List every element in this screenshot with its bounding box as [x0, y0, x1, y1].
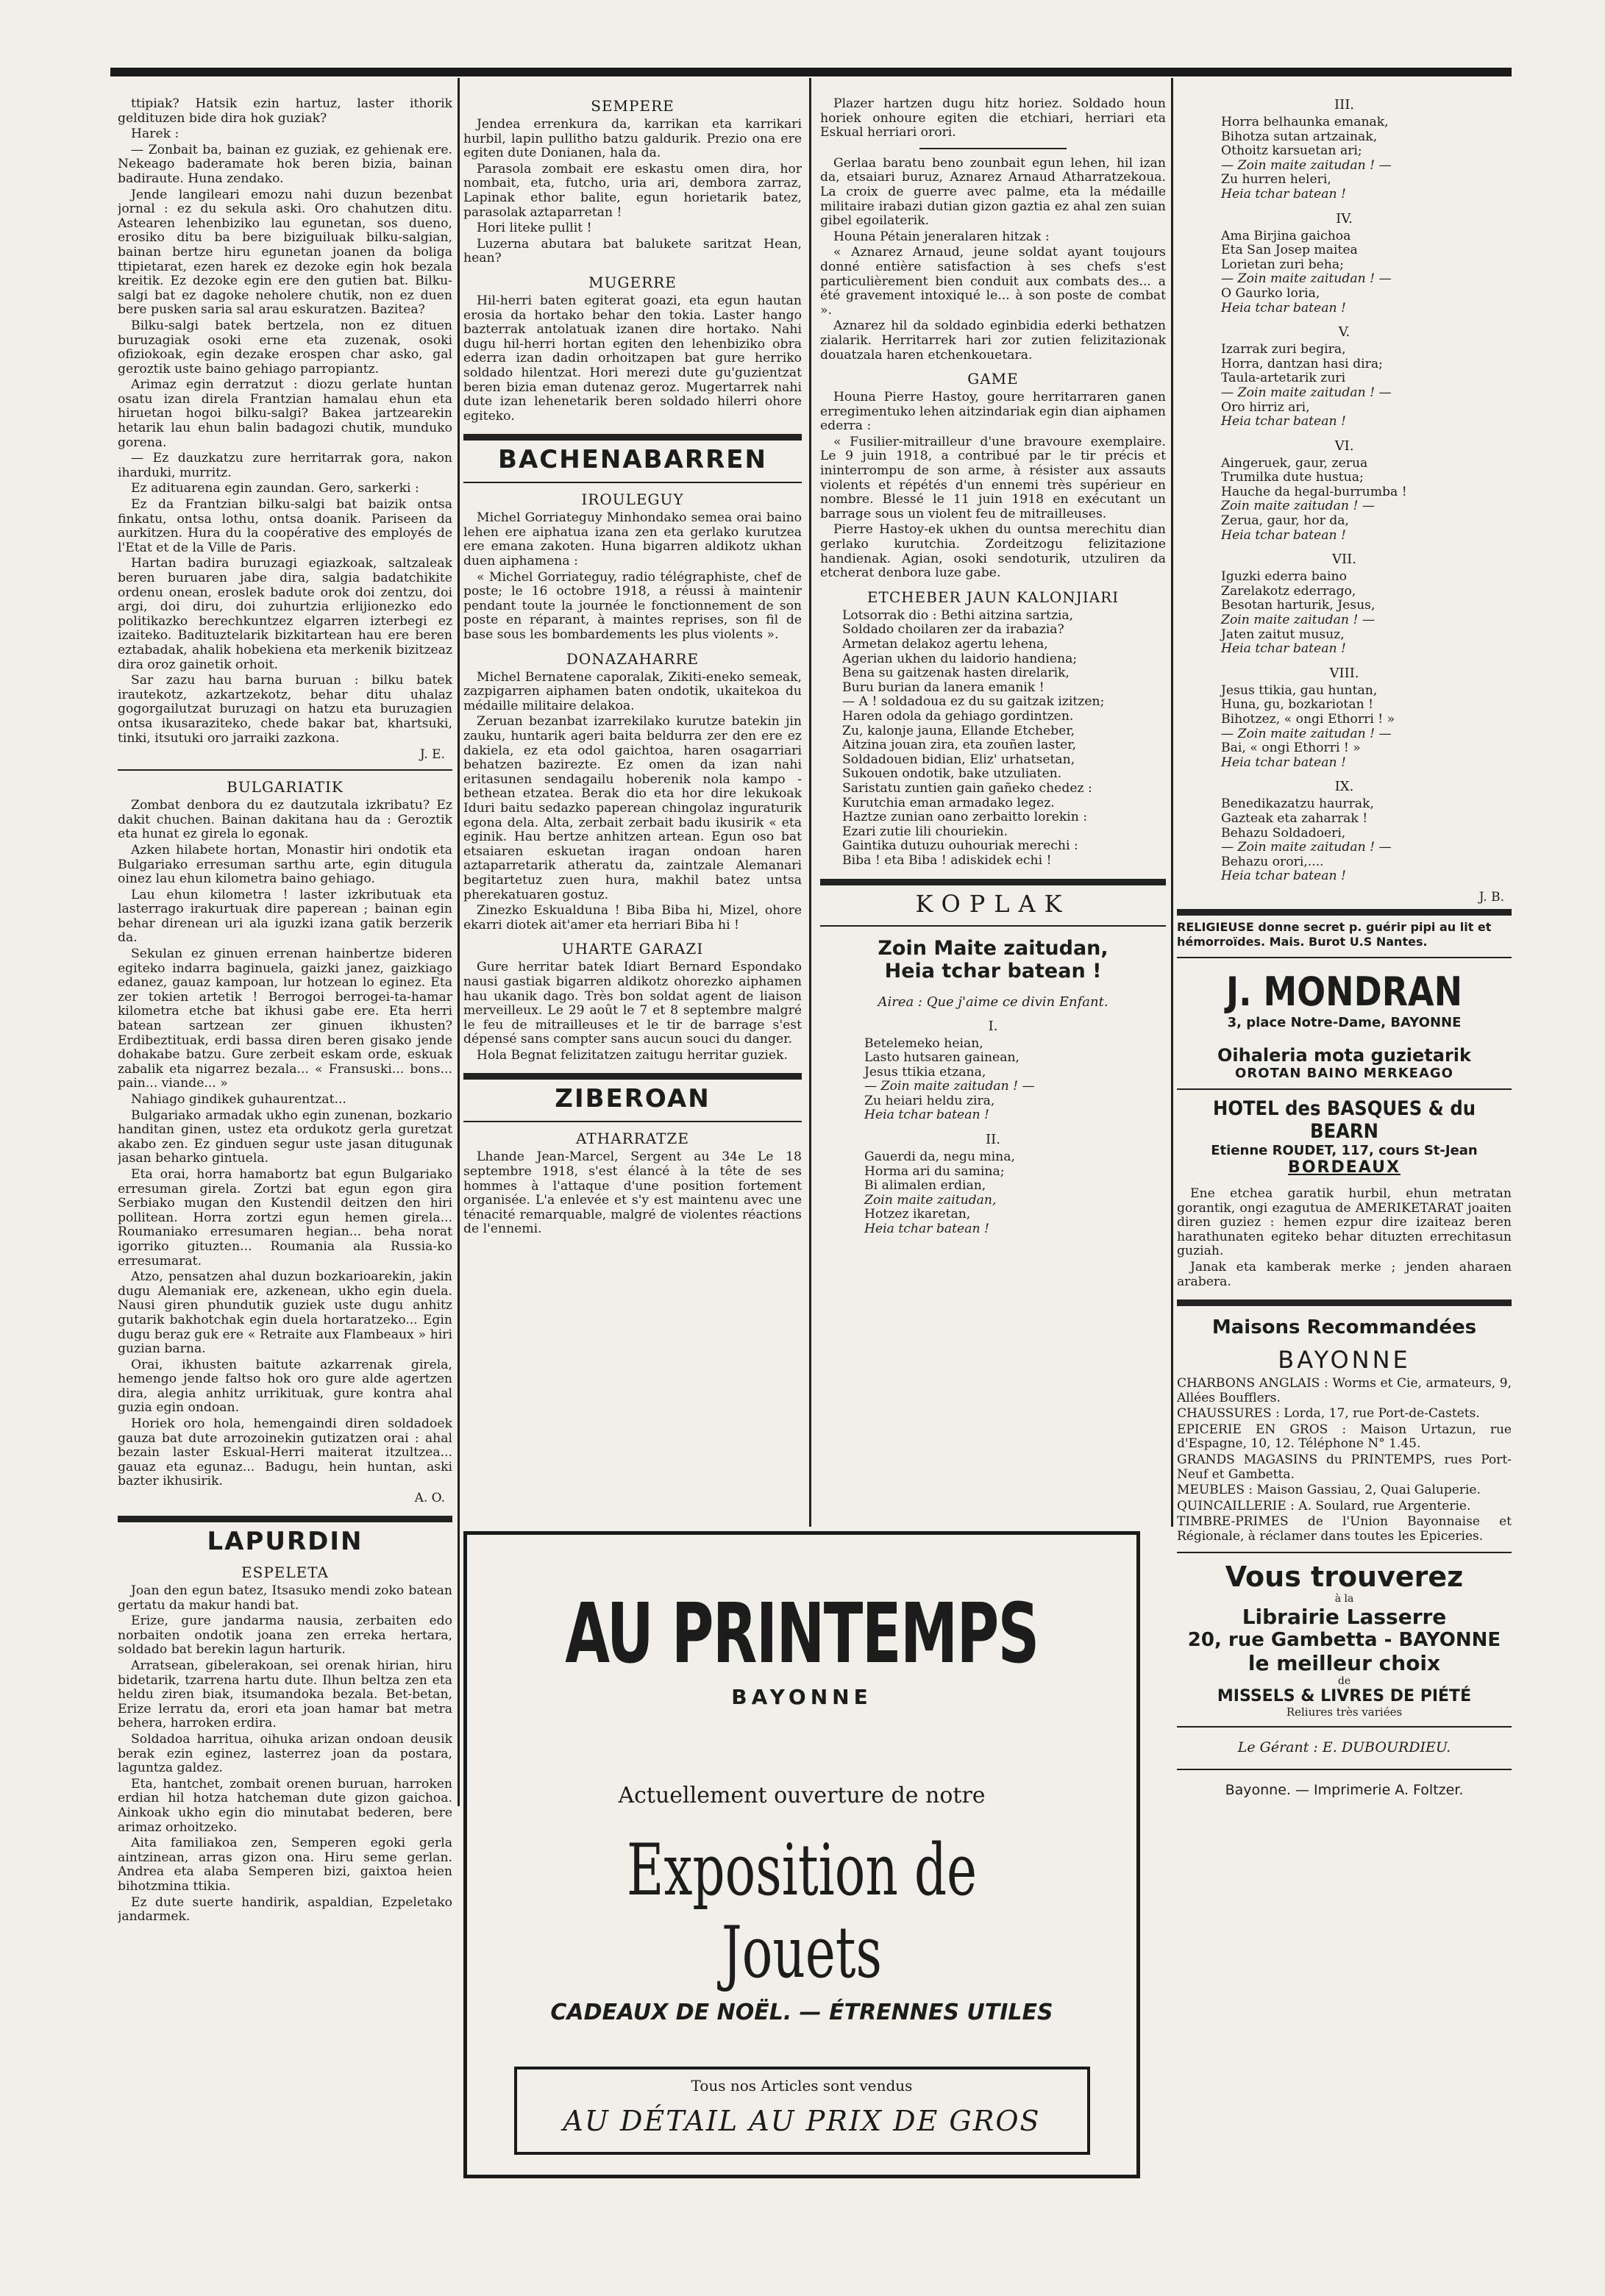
- paragraph: Hil-herri baten egiterat goazi, eta egun hautan erosia da hortako behar den tokia. Laster hango bazterrak antolatuak izanen dire hortako. Nahi dugu hil-herri hortan egiten den lehenbiziko obra ederra izan dadin orhoitzapen bat gure herriko soldado hilentzat. Hori merezi dute gu'guzientzat beren bizia eman dutenaz geroz. Mugertarrek nahi dute izan lehenetarik beren soldado hilerri ohore egiteko.: [463, 293, 802, 424]
- poem-line: Zu heiari heldu zira,: [864, 1093, 995, 1108]
- poem-line: Zu, kalonje jauna, Ellande Etcheber,: [842, 723, 1075, 738]
- verse-number: V.: [1338, 324, 1350, 341]
- poem-line: Taula-artetarik zuri: [1221, 371, 1346, 386]
- poem-line: Zoin maite zaitudan ! —: [1221, 499, 1376, 514]
- verse-number: VIII.: [1329, 665, 1359, 681]
- poem-line: Gaintika dutuzu ouhouriak merechi :: [842, 838, 1078, 854]
- koplak-title: KOPLAK: [915, 889, 1071, 918]
- verse-number: IX.: [1334, 779, 1354, 795]
- poem-line: Ezari zutie lili chouriekin.: [842, 824, 1008, 839]
- poem-line: Huna, gu, bozkariotan !: [1221, 697, 1374, 713]
- vous-line-2: à la: [1334, 1592, 1354, 1605]
- paragraph: Hori liteke pullit !: [477, 221, 592, 236]
- poem-line: Soldadouen bidian, Eliz' urhatsetan,: [842, 752, 1075, 767]
- hotel-address: Etienne ROUDET, 117, cours St-Jean: [1211, 1142, 1478, 1158]
- mondran-name: J. MONDRAN: [1225, 968, 1462, 1015]
- paragraph: Bilku-salgi batek bertzela, non ez dituen buruzagiak osoki erne eta zuzenak, osoki ofiziokoak, egin dezake erospen char asko, gal geroztik uste baino gehiago parropiantz.: [118, 318, 452, 377]
- maison-entry: MEUBLES : Maison Gassiau, 2, Quai Galuperie.: [1177, 1483, 1481, 1498]
- paragraph: Ez da Frantzian bilku-salgi bat baizik ontsa finkatu, ontsa lothu, ontsa doanik. Pariseen da aurkitzen. Hura du la coopérative des employés de l'Etat et de la Ville de Paris.: [118, 497, 452, 555]
- section-rule: [463, 1073, 802, 1080]
- paragraph: Lhande Jean-Marcel, Sergent au 34e Le 18 septembre 1918, s'est élancé à la tête de ses hommes à l'attaque d'une position fortement organisée. L'a enlevée et s'y est maintenu avec une ténacité remarquable, malgré de violentes réactions de l'ennemi.: [463, 1149, 802, 1237]
- hotel-name: HOTEL des BASQUES & du BEARN: [1212, 1097, 1476, 1143]
- newspaper-page: [110, 68, 1512, 2245]
- paragraph: Aita familiakoa zen, Semperen egoki gerla aintzinean, arras gizon ona. Hiru seme gerlan. Andrea eta alaba Semperen bizi, gaixtoa heien bihotzmina ttikia.: [118, 1836, 452, 1894]
- verse-number: III.: [1334, 97, 1355, 113]
- poem-line: Othoitz karsuetan ari;: [1221, 143, 1362, 159]
- poem-line: Buru burian da lanera emanik !: [842, 680, 1045, 695]
- poem-line: — Zoin maite zaitudan ! —: [1221, 271, 1392, 287]
- poem-line: Agerian ukhen du laidorio handiena;: [842, 651, 1078, 666]
- poem-line: Jesus ttikia, gau huntan,: [1221, 682, 1378, 698]
- col3-intro: [820, 97, 1166, 140]
- paragraph: Hola Begnat felizitatzen zaitugu herritar guziek.: [477, 1047, 788, 1063]
- paragraph: « Michel Gorriateguy, radio télégraphiste, chef de poste; le 16 octobre 1918, a réussi à maintenir pendant toute la journée le fonctionnement de son poste en réparant, à maintes reprises, son fil de base sous les bombardements les plus violents ».: [463, 569, 802, 643]
- poem-line: Zoin maite zaitudan,: [864, 1192, 997, 1208]
- advert-cadeaux: CADEAUX DE NOËL. — ÉTRENNES UTILES: [550, 2000, 1053, 2025]
- paragraph: « Aznarez Arnaud, jeune soldat ayant toujours donné entière satisfaction à ses chefs s'est particulièrement bien conduit aux combats des... a été gravement intoxiqué le... à son poste de combat ».: [820, 245, 1166, 318]
- sempere-title: SEMPERE: [591, 97, 675, 115]
- section-rule: [820, 879, 1166, 885]
- verse-3: [1221, 115, 1512, 202]
- poem-line: Iguzki ederra baino: [1221, 569, 1347, 585]
- verse-number: VII.: [1332, 552, 1356, 568]
- paragraph: Jende langileari emozu nahi duzun bezenbat jornal : ez du sekula aski. Oro chahutzen ditu. Astearen lehenbiziko lau egunetan, sos dueno, erosiko ditu ba bere biziguiluak bilku-salgian, bainan bertze hiru egunetan joanen da boliga ttipietarat, ezen harek ez dezoke egin hok bezala kreitik. Ez dezoke egin ere den gutien bat. Bilku-salgi bat ez dagoke neholere chutik, non ez duen bere pusken saria sal arau eskuratzen. Bazitea?: [118, 187, 452, 318]
- column-divider: [1171, 78, 1173, 1527]
- poem-line: — Zoin maite zaitudan ! —: [864, 1079, 1035, 1094]
- paragraph: Arratsean, gibelerakoan, sei orenak hirian, hiru bidetarik, tzarrena hartu dute. Ilhun beltza zen eta heldu ziren biak, itsumandoka bezala. Bet-betan, Erize lerratu da, erori eta joan hamar bat metra behera, harroken erdira.: [118, 1658, 452, 1731]
- verse-8: [1221, 684, 1512, 771]
- poem-line: Kurutchia eman armadako legez.: [842, 795, 1055, 810]
- column-4: [1177, 97, 1512, 1798]
- vous-trouverez: Vous trouverez: [1225, 1560, 1464, 1593]
- bachenabarren-title: BACHENABARREN: [498, 445, 767, 475]
- poem-line: Bi alimalen erdian,: [864, 1178, 986, 1194]
- section-rule: [463, 1121, 802, 1122]
- paragraph: Orai, ikhusten baitute azkarrenak girela, hemengo jende faltso hok oro gure alde agertzen dira, alegia anhitz urrikituak, gure kontra ahal guzia egin ondoan.: [118, 1357, 452, 1416]
- section-rule: [1177, 909, 1512, 916]
- paragraph: Soldadoa harritua, oihuka arizan ondoan deusik berak ezin eginez, lasterrez joan da postara, laguntza galdez.: [118, 1731, 452, 1776]
- section-rule: [820, 925, 1166, 927]
- section-rule: [1177, 1726, 1512, 1728]
- paragraph: Luzerna abutara bat balukete saritzat Hean, hean?: [463, 236, 802, 266]
- verse-1: [864, 1037, 1166, 1124]
- paragraph: Ez dute suerte handirik, aspaldian, Ezpeletako jandarmek.: [118, 1894, 452, 1925]
- etcheber-title: ETCHEBER JAUN KALONJIARI: [866, 588, 1120, 606]
- maison-entry: CHAUSSURES : Lorda, 17, rue Port-de-Castets.: [1177, 1406, 1480, 1422]
- poem-line: Lotsorrak dio : Bethi aitzina sartzia,: [842, 607, 1074, 623]
- poem-line: Lorietan zuri beha;: [1221, 257, 1344, 272]
- maisons-list: [1177, 1377, 1512, 1544]
- imprimerie: Bayonne. — Imprimerie A. Foltzer.: [1225, 1781, 1464, 1798]
- poem-line: Trumilka dute hustua;: [1221, 470, 1364, 485]
- intro-signature: J. E.: [419, 747, 445, 763]
- poem-line: O Gaurko loria,: [1221, 285, 1320, 301]
- poem-line: Hauche da hegal-burrumba !: [1221, 484, 1407, 499]
- advert-city: BAYONNE: [731, 1685, 872, 1709]
- paragraph: Eta orai, horra hamabortz bat egun Bulgariako erresuman girela. Zortzi bat egun egon gira Serbiako mugan den Kustendil deitzen den hiri pollitean. Horra zortzi egun hemen girela... Roumaniako erresumaren hegian... beha norat igorriko gituzten... Roumania ala Russia-ko erresumarat.: [118, 1166, 452, 1269]
- hotel-city: BORDEAUX: [1288, 1158, 1401, 1177]
- section-rule: [118, 1516, 452, 1522]
- etcheber-poem: [842, 609, 1166, 869]
- poem-line: Biba ! eta Biba ! adiskidek echi !: [842, 852, 1052, 868]
- poem-line: Hotzez ikaretan,: [864, 1207, 971, 1222]
- paragraph: Hartan badira buruzagi egiazkoak, saltzaleak beren buruaren jabe dira, salgia badatchikite ordenu onean, eroslek badute orok doi zentzu, doi argi, doi diru, doi zuhurtzia erlijionezko edo politikazko berechkuntzez elgarren izterbegi ez izaiteko. Badituztelarik bizkitartean hau ere beren eztabadak, ahalik hobekiena eta merkenik bizitzeaz dira oroz gainetik orhoit.: [118, 556, 452, 672]
- poem-line: Horra belhaunka emanak,: [1221, 115, 1389, 129]
- poem-line: Lasto hutsaren gainean,: [864, 1050, 1020, 1066]
- section-rule: [1177, 957, 1512, 958]
- poem-line: Zarelakotz ederrago,: [1221, 583, 1356, 599]
- maisons-city: BAYONNE: [1278, 1346, 1411, 1375]
- poem-line: Bihotza sutan artzainak,: [1221, 129, 1378, 144]
- paragraph: Aznarez hil da soldado eginbidia ederki bethatzen zialarik. Herritarrek hari zor zutien felizitazionak douatzala haren etchenkouetara.: [820, 318, 1166, 363]
- paragraph: Michel Gorriateguy Minhondako semea orai baino lehen ere aiphatua izana zen eta gerlako kurutzea ere emana zakoten. Huna bigarren aldikotz ukhan duen aiphamena :: [463, 510, 802, 569]
- poem-line: Ama Birjina gaichoa: [1221, 228, 1351, 243]
- mondran-address: 3, place Notre-Dame, BAYONNE: [1227, 1014, 1462, 1030]
- poem-line: Zu hurren heleri,: [1221, 172, 1331, 188]
- mondran-line-1: Oihaleria mota guzietarik: [1217, 1044, 1471, 1066]
- poem-line: Benedikazatzu haurrak,: [1221, 796, 1374, 812]
- donazaharre-title: DONAZAHARRE: [566, 649, 700, 668]
- paragraph: Azken hilabete hortan, Monastir hiri ondotik eta Bulgariako erresuman sarthu arte, egin ditugula oinez lau ehun kilometra baino gehiago.: [118, 842, 452, 887]
- paragraph: Atzo, pensatzen ahal duzun bozkarioarekin, jakin dugu Alemaniak ere, azkenean, ukho egin duela. Nausi giren phundutik guziek uste dugu anhitz gutarik bakhotchak egin duela hortaratzeko... Egin dugu beraz guk ere « Retraite aux Flambeaux » hiri guzian barna.: [118, 1269, 452, 1357]
- librairie-name: Librairie Lasserre: [1242, 1604, 1447, 1629]
- au-printemps-advert: [463, 1531, 1140, 2178]
- section-rule: [463, 482, 802, 483]
- librairie-reliures: Reliures très variées: [1286, 1705, 1403, 1719]
- poem-line: Bihotzez, « ongi Ethorri ! »: [1221, 712, 1395, 727]
- maison-entry: CHARBONS ANGLAIS : Worms et Cie, armateurs, 9, Allées Boufflers.: [1177, 1376, 1512, 1405]
- poem-line: — Zoin maite zaitudan ! —: [1221, 840, 1392, 855]
- poem-line: Aingeruek, gaur, zerua: [1221, 455, 1368, 471]
- paragraph: Michel Bernatene caporalak, Zikiti-eneko semeak, zazpigarren aiphamen baten ondotik, ukaitekoa du médaille militaire delakoa.: [463, 669, 802, 713]
- poem-line: Soldado choilaren zer da irabazia?: [842, 622, 1064, 638]
- ziberoan-title: ZIBEROAN: [555, 1084, 711, 1114]
- poem-line: Heia tchar batean !: [1221, 527, 1346, 543]
- paragraph: Eta, hantchet, zombait orenen buruan, harroken erdian hil hotza hatcheman dute gizon gaichoa. Ainkoak ukho egin dio minutabat bederen, bere arimaz orhoitzeko.: [118, 1776, 452, 1835]
- koplak-subtitle-1: Zoin Maite zaitudan,: [878, 936, 1108, 960]
- paragraph: Bulgariako armadak ukho egin zunenan, bozkario handitan ginen, ustez eta ordukotz gerla guretzat akabo zen. Ez ginduen segur uste jasan ditugunak jasan beharko gintuela.: [118, 1108, 452, 1166]
- poem-line: Horra, dantzan hasi dira;: [1221, 356, 1383, 371]
- atharratze-title: ATHARRATZE: [576, 1130, 689, 1148]
- paragraph: ttipiak? Hatsik ezin hartuz, laster ithorik geldituzen bide dira hok guziak?: [118, 97, 452, 126]
- paragraph: Zeruan bezanbat izarrekilako kurutze batekin jin zauku, huntarik ageri baita beldurra zer den ere ez dakiela, ez eta odol gaichtoa, haren osagarriari behatzen bazirezte. Ez omen da izan nahi eritasunen sendagailu hoberenik nola kampo -bethean etzatea. Berak dio eta hor dire lekukoak Iduri baitu sedazko paperean chingolaz inguraturik egona dela. Alta, zerbait zerbait badu ikusirik « eta eginik. Hau bertze anhitzen artean. Egun oso bat etsaiaren eskuetan iragan ondoan haren aztaparretarik atheratu da, zaintzale Alemanari begitartetuz zuen hura, makhil batez untsa pherekatuaren gostuz.: [463, 714, 802, 902]
- hotel-body-2: Janak eta kamberak merke ; jenden aharaen arabera.: [1177, 1259, 1512, 1289]
- poem-line: Gazteak eta zaharrak !: [1221, 810, 1368, 826]
- advert-exposition: Exposition de Jouets: [626, 1829, 978, 1994]
- column-2: [463, 97, 802, 1238]
- poem-line: Haztze zunian oano zerbaitto lorekin :: [842, 810, 1088, 825]
- atharratze-article: [463, 1150, 802, 1237]
- poem-line: Aitzina jouan zira, eta zouñen laster,: [842, 738, 1077, 753]
- paragraph: Houna Pierre Hastoy, goure herritarraren ganen erregimentuko lehen aitzindariak egin dian aiphamen ederra :: [820, 390, 1166, 434]
- poem-line: Heia tchar batean !: [1221, 641, 1346, 657]
- poem-line: Besotan harturik, Jesus,: [1221, 598, 1376, 613]
- mugerre-title: MUGERRE: [588, 273, 677, 291]
- paragraph: Harek :: [131, 126, 179, 142]
- mondran-line-2: OROTAN BAINO MERKEAGO: [1235, 1065, 1453, 1081]
- paragraph: Zinezko Eskualduna ! Biba Biba hi, Mizel, ohore ekarri diotek ait'amer eta herriari Biba hi !: [463, 903, 802, 933]
- hotel-body: Ene etchea garatik hurbil, ehun metratan gorantik, ongi ezagutua de AMERIKETARAT joaiten diren guziez : hemen ezpur dire izaiteaz beren harathunaten egiteko behar dituzten errechitasun guziah.: [1177, 1186, 1512, 1259]
- poem-line: Bena su gaitzenak hasten direlarik,: [842, 666, 1070, 681]
- poem-line: Bai, « ongi Ethorri ! »: [1221, 741, 1361, 756]
- maison-entry: EPICERIE EN GROS : Maison Urtazun, rue d'Espagne, 10, 12. Téléphone N° 1.45.: [1177, 1422, 1512, 1452]
- paragraph: Lau ehun kilometra ! laster izkributuak eta lasterrago irakurtuak dire paperean ; bainan egin behar direnean uri ala iguzki izana gatik berzerik da.: [118, 887, 452, 946]
- poem-line: Jaten zaitut musuz,: [1221, 627, 1345, 642]
- poem-signature: J. B.: [1478, 889, 1504, 905]
- vous-line-6: de: [1337, 1675, 1351, 1687]
- column-divider: [809, 78, 811, 1527]
- advert-price-box: [514, 2067, 1090, 2155]
- espeleta-title: ESPELETA: [241, 1564, 329, 1582]
- koplak-subtitle-2: Heia tchar batean !: [884, 959, 1102, 983]
- paragraph: Gure herritar batek Idiart Bernard Espondako nausi gastiak bigarren aldikotz ohorezko aiphamen hau ukanik dago. Très bon soldat agent de liaison merveilleux. Le 29 août le 7 et 8 septembre malgré le feu de mitrailleuses et le tir de barrage s'est dépensé sans compter sans aucun souci du danger.: [463, 960, 802, 1047]
- verse-6: [1221, 457, 1512, 543]
- paragraph: Horiek oro hola, hemengaindi diren soldadoek gauza bat dute arrozoinekin gutizatzen orai : ahal bezain laster Eskual-Herri maiterat itzultzea... gauaz eta egunaz... Badugu, hein huntan, aski bazter ikhusirik.: [118, 1416, 452, 1489]
- poem-line: — Zoin maite zaitudan ! —: [1221, 157, 1392, 173]
- paragraph: Sekulan ez ginuen errenan hainbertze bideren egiteko indarra baginuela, gaizki janez, gaizkiago edanez, gauaz kampoan, lur hotzean lo eginez. Eta zer tokien artetik ! Berrogoi berrogei-ta-hamar kilometra etche bat ikhusi gabe ere. Eta herri batean sartzean zer ginuen ikhusten? Erdibeztituak, erdi bassa diren beren gisako jende dohakabe batzu. Gure zerbeit eskam orde, eskuak zabalik eta nigarrez bezala... « Fransuski... bons... pain... viande... »: [118, 946, 452, 1091]
- bulgariatik-signature: A. O.: [414, 1491, 445, 1506]
- section-rule: [1177, 1769, 1512, 1770]
- gerlaa-article: [820, 157, 1166, 363]
- advert-title: AU PRINTEMPS: [565, 1586, 1039, 1682]
- poem-line: Heia tchar batean !: [864, 1108, 989, 1123]
- librairie-choix: le meilleur choix: [1248, 1650, 1441, 1675]
- verse-number: VI.: [1334, 438, 1354, 454]
- top-rule: [110, 68, 1512, 76]
- verse-4: [1221, 229, 1512, 316]
- column-3: [820, 97, 1166, 1243]
- paragraph: Arimaz egin derratzut : diozu gerlate huntan osatu izan direla Frantzian hamalau ehun eta hiruetan hogoi bilku-salgi? Bakea jartzearekin hetarik lau ehun balin badagozi chutik, munduko gorena.: [118, 377, 452, 450]
- uharte-title: UHARTE GARAZI: [561, 940, 704, 958]
- paragraph: Ez adituarena egin zaundan. Gero, sarkerki :: [131, 481, 419, 496]
- verse-9: [1221, 797, 1512, 884]
- gerant: Le Gérant : E. DUBOURDIEU.: [1237, 1739, 1451, 1755]
- section-rule: [463, 434, 802, 441]
- paragraph: — Zonbait ba, bainan ez guziak, ez gehienak ere. Nekeago baderamate hok beren bizia, bainan badiraute. Huna zendako.: [118, 142, 452, 186]
- section-rule: [919, 148, 1067, 149]
- advert-box-line-2: AU DÉTAIL AU PRIX DE GROS: [563, 2105, 1041, 2137]
- poem-line: Horma ari du samina;: [864, 1163, 1005, 1179]
- verse-number: II.: [986, 1132, 1000, 1148]
- poem-line: Izarrak zuri begira,: [1221, 342, 1346, 357]
- irouleguy-title: IROULEGUY: [581, 491, 684, 509]
- poem-line: Behazu orori,....: [1221, 854, 1324, 869]
- paragraph: Erize, gure jandarma nausia, zerbaiten edo norbaiten ondotik joana zen erreka hertara, soldado bat berekin lagun harturik.: [118, 1614, 452, 1658]
- paragraph: Houna Pétain jeneralaren hitzak :: [833, 229, 1050, 244]
- verse-2: [864, 1150, 1166, 1237]
- column-divider: [458, 78, 460, 1806]
- paragraph: Joan den egun batez, Itsasuko mendi zoko batean gertatu da makur handi bat.: [118, 1583, 452, 1613]
- maison-entry: TIMBRE-PRIMES de l'Union Bayonnaise et Régionale, à réclamer dans toutes les Epiceries.: [1177, 1514, 1512, 1544]
- advert-box-line-1: Tous nos Articles sont vendus: [691, 2077, 913, 2094]
- mugerre-article: [463, 294, 802, 424]
- librairie-address: 20, rue Gambetta - BAYONNE: [1187, 1628, 1501, 1651]
- poem-line: Zerua, gaur, hor da,: [1221, 513, 1349, 529]
- poem-line: Saristatu zuntien gain gañeko chedez :: [842, 780, 1092, 796]
- poem-line: Behazu Soldadoeri,: [1221, 825, 1346, 841]
- poem-line: Zoin maite zaitudan ! —: [1221, 613, 1376, 628]
- poem-line: Sukouen ondotik, bake utzuliaten.: [842, 766, 1062, 782]
- verse-number: I.: [988, 1018, 998, 1034]
- poem-line: Heia tchar batean !: [1221, 300, 1346, 315]
- advert-line: Actuellement ouverture de notre: [618, 1783, 986, 1808]
- paragraph: Zombat denbora du ez dautzutala izkribatu? Ez dakit chuchen. Bainan dakitana hau da : Geroztik eta hunat ez girela lo egonak.: [118, 798, 452, 842]
- paragraph: Pierre Hastoy-ek ukhen du ountsa merechitu dian gerlako kurutchia. Zordeitzogu felizitazione handienak. Agian, osoki sendoturik, utzuliren da etcherat denbora luze gabe.: [820, 522, 1166, 581]
- poem-line: Armetan delakoz agertu lehena,: [842, 637, 1048, 652]
- religieuse-ad: RELIGIEUSE donne secret p. guérir pipi au lit et hémorroïdes. Mais. Burot U.S Nantes.: [1177, 919, 1492, 949]
- sempere-article: [463, 118, 802, 266]
- poem-line: Gauerdi da, negu mina,: [864, 1149, 1015, 1165]
- maisons-title: Maisons Recommandées: [1211, 1316, 1477, 1339]
- verse-5: [1221, 343, 1512, 429]
- poem-line: — Zoin maite zaitudan ! —: [1221, 726, 1392, 741]
- paragraph: Parasola zombait ere eskastu omen dira, hor nombait, eta, futcho, uria ari, dembora zarraz, Lapinak ethor balite, egun horietarik batez, parasolak aztaparretan !: [463, 161, 802, 220]
- poem-line: Heia tchar batean !: [1221, 755, 1346, 770]
- section-rule: [1177, 1552, 1512, 1553]
- game-article: [820, 391, 1166, 581]
- koplak-airea: Airea : Que j'aime ce divin Enfant.: [878, 994, 1108, 1010]
- paragraph: Jendea errenkura da, karrikan eta karrikari hurbil, lapin pullitho batzu galdurik. Prezio ona ere egiten dute Donianen, hala da.: [463, 117, 802, 161]
- poem-line: Heia tchar batean !: [864, 1222, 989, 1237]
- poem-line: Eta San Josep maitea: [1221, 243, 1358, 258]
- bulgariatik-title: BULGARIATIK: [227, 778, 344, 796]
- uharte-article: [463, 960, 802, 1063]
- column-1: [118, 97, 452, 1926]
- poem-line: — A ! soldadoua ez du su gaitzak izitzen;: [842, 694, 1105, 710]
- poem-line: Oro hirriz ari,: [1221, 399, 1310, 415]
- paragraph: Nahiago gindikek guhaurentzat...: [131, 1092, 346, 1107]
- poem-line: Haren odola da gehiago gordintzen.: [842, 708, 1074, 724]
- bulgariatik-article: [118, 799, 452, 1489]
- paragraph: « Fusilier-mitrailleur d'une bravoure exemplaire. Le 9 juin 1918, a contribué par le tir précis et ininterrompu de son arme, à résister aux assauts violents et répétés d'un ennemi très supérieur en nombre. Blessé le 11 juin 1918 en exécutant un barrage sous un violent feu de mitrailleuses.: [820, 434, 1166, 521]
- poem-line: Heia tchar batean !: [1221, 869, 1346, 884]
- game-title: GAME: [967, 370, 1019, 388]
- verse-number: IV.: [1336, 210, 1353, 227]
- paragraph: Gerlaa baratu beno zounbait egun lehen, hil izan da, etsaiari buruz, Aznarez Arnaud Atharratzekoua. La croix de guerre avec palme, eta la médaille militaire irabazi dutian gizon gaztia ez ahal zen suian gibel egoilaterik.: [820, 155, 1166, 229]
- intro-article: [118, 97, 452, 746]
- verse-7: [1221, 570, 1512, 657]
- maison-entry: GRANDS MAGASINS du PRINTEMPS, rues Port-Neuf et Gambetta.: [1177, 1452, 1512, 1482]
- paragraph: Plazer hartzen dugu hitz horiez. Soldado houn horiek onhoure egiten die etchiari, herriari eta Eskual herriari orori.: [820, 97, 1166, 140]
- section-rule: [1177, 1299, 1512, 1306]
- paragraph: Sar zazu hau barna buruan : bilku batek irautekotz, azkartzekotz, behar ditu uhalaz gogorgailutzat buruzagi on hatzu eta buruzagien ontsa ikusaraziteko, chede bakar bat, khartsuki, tinki, itsutuki oro jarraiki zazkona.: [118, 673, 452, 746]
- poem-line: Jesus ttikia etzana,: [864, 1064, 986, 1080]
- librairie-missels: MISSELS & LIVRES DE PIÉTÉ: [1217, 1686, 1472, 1705]
- donazaharre-article: [463, 671, 802, 933]
- section-rule: [118, 769, 452, 771]
- paragraph: — Ez dauzkatzu zure herritarrak gora, nakon iharduki, murritz.: [118, 451, 452, 480]
- poem-line: — Zoin maite zaitudan ! —: [1221, 385, 1392, 400]
- poem-line: Heia tchar batean !: [1221, 414, 1346, 429]
- maison-entry: QUINCAILLERIE : A. Soulard, rue Argenterie.: [1177, 1498, 1471, 1514]
- poem-line: Betelemeko heian,: [864, 1035, 983, 1051]
- lapurdin-title: LAPURDIN: [207, 1527, 363, 1557]
- poem-line: Heia tchar batean !: [1221, 186, 1346, 202]
- section-rule: [1177, 1088, 1512, 1090]
- irouleguy-article: [463, 511, 802, 642]
- espeleta-article: [118, 1584, 452, 1925]
